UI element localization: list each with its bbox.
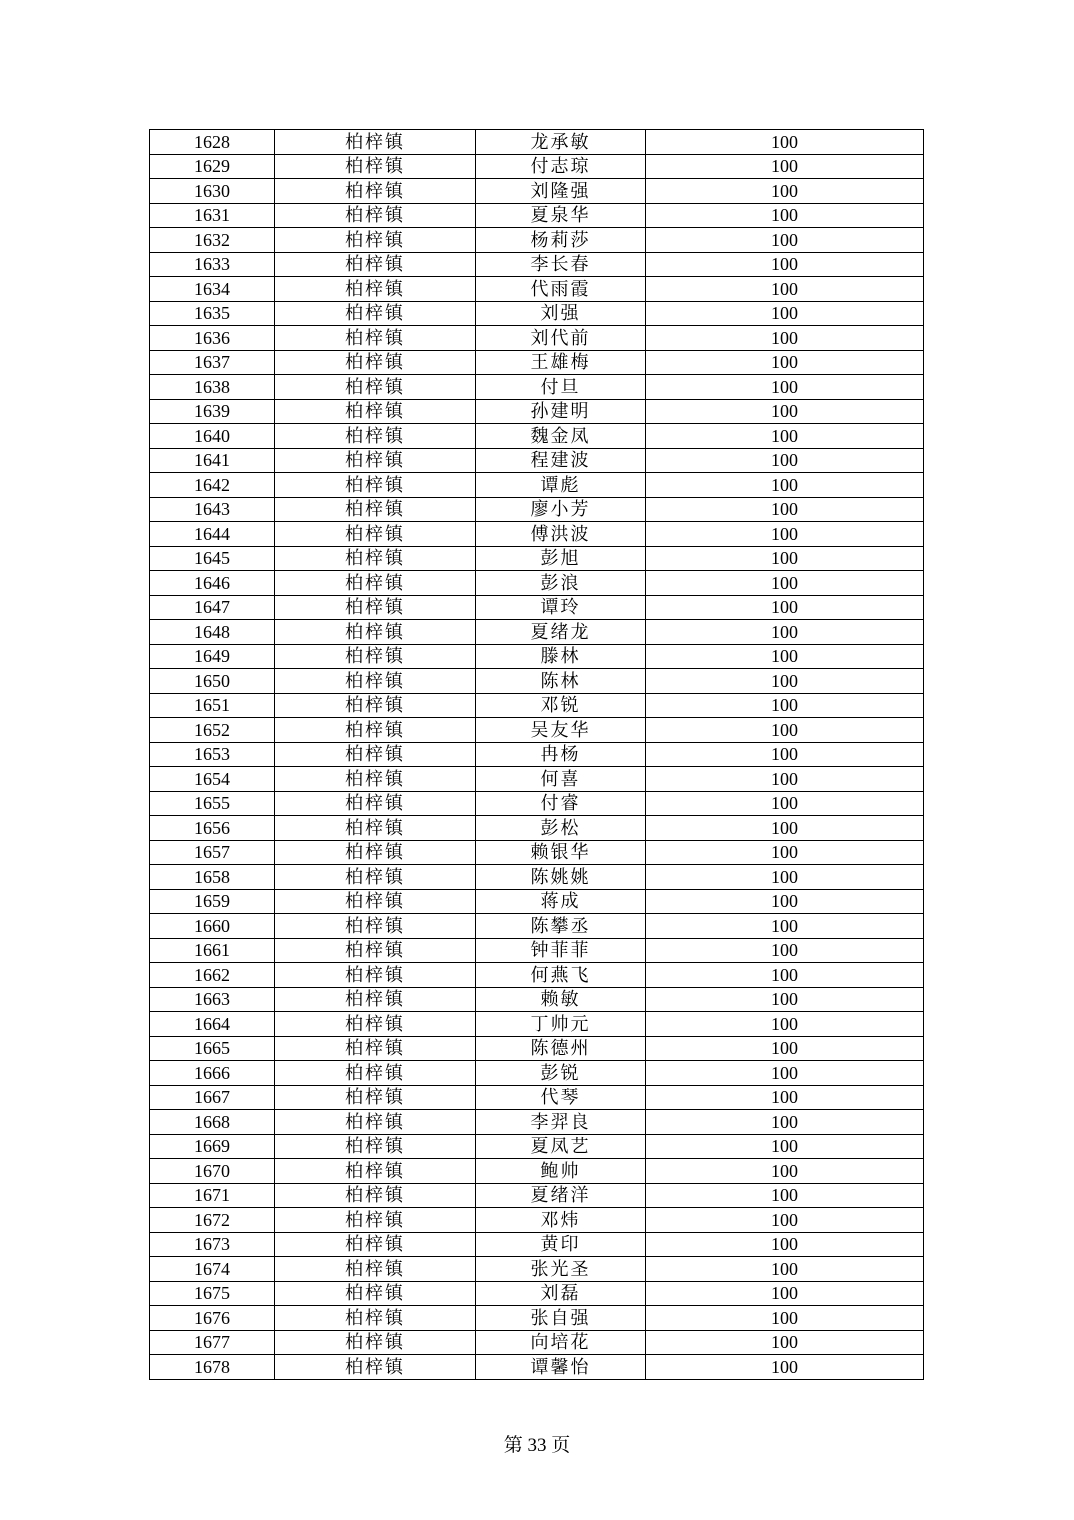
amount-cell: 100: [646, 448, 924, 473]
table-row: [150, 987, 924, 1012]
table-row: [150, 1012, 924, 1037]
serial-number-cell: 1666: [150, 1061, 275, 1086]
serial-number-cell: 1630: [150, 179, 275, 204]
person-name-cell: 邓锐: [476, 693, 646, 718]
town-cell: 柏梓镇: [275, 938, 476, 963]
amount-cell: 100: [646, 938, 924, 963]
person-name-cell: 谭彪: [476, 473, 646, 498]
amount-cell: 100: [646, 595, 924, 620]
person-name-cell: 邓炜: [476, 1208, 646, 1233]
person-name-cell: 夏泉华: [476, 203, 646, 228]
town-cell: 柏梓镇: [275, 1110, 476, 1135]
amount-cell: 100: [646, 497, 924, 522]
person-name-cell: 鲍帅: [476, 1159, 646, 1184]
table-row: [150, 154, 924, 179]
person-name-cell: 钟菲菲: [476, 938, 646, 963]
amount-cell: 100: [646, 791, 924, 816]
amount-cell: 100: [646, 620, 924, 645]
town-cell: 柏梓镇: [275, 1306, 476, 1331]
amount-cell: 100: [646, 546, 924, 571]
town-cell: 柏梓镇: [275, 1330, 476, 1355]
table-row: [150, 277, 924, 302]
town-cell: 柏梓镇: [275, 865, 476, 890]
amount-cell: 100: [646, 840, 924, 865]
town-cell: 柏梓镇: [275, 1281, 476, 1306]
amount-cell: 100: [646, 154, 924, 179]
table-row: [150, 326, 924, 351]
serial-number-cell: 1667: [150, 1085, 275, 1110]
serial-number-cell: 1664: [150, 1012, 275, 1037]
town-cell: 柏梓镇: [275, 473, 476, 498]
table-row: [150, 350, 924, 375]
table-row: [150, 301, 924, 326]
amount-cell: 100: [646, 424, 924, 449]
town-cell: 柏梓镇: [275, 644, 476, 669]
person-name-cell: 谭馨怡: [476, 1355, 646, 1380]
amount-cell: 100: [646, 473, 924, 498]
amount-cell: 100: [646, 1330, 924, 1355]
person-name-cell: 陈攀丞: [476, 914, 646, 939]
person-name-cell: 何喜: [476, 767, 646, 792]
person-name-cell: 程建波: [476, 448, 646, 473]
person-name-cell: 刘强: [476, 301, 646, 326]
town-cell: 柏梓镇: [275, 228, 476, 253]
table-row: [150, 1355, 924, 1380]
amount-cell: 100: [646, 252, 924, 277]
person-name-cell: 魏金凤: [476, 424, 646, 449]
town-cell: 柏梓镇: [275, 767, 476, 792]
amount-cell: 100: [646, 399, 924, 424]
serial-number-cell: 1651: [150, 693, 275, 718]
person-name-cell: 张光圣: [476, 1257, 646, 1282]
serial-number-cell: 1665: [150, 1036, 275, 1061]
table-row: [150, 767, 924, 792]
person-name-cell: 代雨霞: [476, 277, 646, 302]
person-name-cell: 冉杨: [476, 742, 646, 767]
person-name-cell: 陈林: [476, 669, 646, 694]
serial-number-cell: 1638: [150, 375, 275, 400]
serial-number-cell: 1676: [150, 1306, 275, 1331]
serial-number-cell: 1648: [150, 620, 275, 645]
amount-cell: 100: [646, 301, 924, 326]
serial-number-cell: 1678: [150, 1355, 275, 1380]
amount-cell: 100: [646, 1306, 924, 1331]
serial-number-cell: 1637: [150, 350, 275, 375]
town-cell: 柏梓镇: [275, 1085, 476, 1110]
serial-number-cell: 1649: [150, 644, 275, 669]
serial-number-cell: 1634: [150, 277, 275, 302]
town-cell: 柏梓镇: [275, 987, 476, 1012]
person-name-cell: 吴友华: [476, 718, 646, 743]
table-row: [150, 718, 924, 743]
table-row: [150, 203, 924, 228]
person-name-cell: 傅洪波: [476, 522, 646, 547]
amount-cell: 100: [646, 767, 924, 792]
table-row: [150, 889, 924, 914]
page-number: 第 33 页: [503, 1435, 571, 1456]
serial-number-cell: 1658: [150, 865, 275, 890]
town-cell: 柏梓镇: [275, 718, 476, 743]
town-cell: 柏梓镇: [275, 914, 476, 939]
town-cell: 柏梓镇: [275, 1159, 476, 1184]
town-cell: 柏梓镇: [275, 571, 476, 596]
serial-number-cell: 1670: [150, 1159, 275, 1184]
amount-cell: 100: [646, 277, 924, 302]
person-name-cell: 夏绪洋: [476, 1183, 646, 1208]
amount-cell: 100: [646, 1281, 924, 1306]
serial-number-cell: 1672: [150, 1208, 275, 1233]
town-cell: 柏梓镇: [275, 1232, 476, 1257]
amount-cell: 100: [646, 816, 924, 841]
serial-number-cell: 1641: [150, 448, 275, 473]
table-row: [150, 1330, 924, 1355]
table-row: [150, 1306, 924, 1331]
town-cell: 柏梓镇: [275, 1355, 476, 1380]
table-row: [150, 1110, 924, 1135]
town-cell: 柏梓镇: [275, 693, 476, 718]
amount-cell: 100: [646, 1159, 924, 1184]
town-cell: 柏梓镇: [275, 448, 476, 473]
table-row: [150, 448, 924, 473]
table-row: [150, 1232, 924, 1257]
table-row: [150, 865, 924, 890]
town-cell: 柏梓镇: [275, 1061, 476, 1086]
person-name-cell: 夏绪龙: [476, 620, 646, 645]
town-cell: 柏梓镇: [275, 399, 476, 424]
town-cell: 柏梓镇: [275, 130, 476, 155]
person-name-cell: 刘磊: [476, 1281, 646, 1306]
person-name-cell: 李长春: [476, 252, 646, 277]
serial-number-cell: 1671: [150, 1183, 275, 1208]
table-row: [150, 1036, 924, 1061]
serial-number-cell: 1677: [150, 1330, 275, 1355]
amount-cell: 100: [646, 1232, 924, 1257]
serial-number-cell: 1643: [150, 497, 275, 522]
table-row: [150, 130, 924, 155]
town-cell: 柏梓镇: [275, 791, 476, 816]
person-name-cell: 刘代前: [476, 326, 646, 351]
table-row: [150, 620, 924, 645]
table-row: [150, 840, 924, 865]
serial-number-cell: 1668: [150, 1110, 275, 1135]
amount-cell: 100: [646, 1257, 924, 1282]
amount-cell: 100: [646, 1085, 924, 1110]
table-row: [150, 179, 924, 204]
serial-number-cell: 1653: [150, 742, 275, 767]
town-cell: 柏梓镇: [275, 1183, 476, 1208]
amount-cell: 100: [646, 693, 924, 718]
serial-number-cell: 1629: [150, 154, 275, 179]
table-row: [150, 497, 924, 522]
table-row: [150, 228, 924, 253]
table-row: [150, 644, 924, 669]
town-cell: 柏梓镇: [275, 497, 476, 522]
serial-number-cell: 1628: [150, 130, 275, 155]
serial-number-cell: 1650: [150, 669, 275, 694]
amount-cell: 100: [646, 1183, 924, 1208]
amount-cell: 100: [646, 1012, 924, 1037]
serial-number-cell: 1636: [150, 326, 275, 351]
amount-cell: 100: [646, 669, 924, 694]
town-cell: 柏梓镇: [275, 669, 476, 694]
person-name-cell: 付旦: [476, 375, 646, 400]
amount-cell: 100: [646, 914, 924, 939]
serial-number-cell: 1669: [150, 1134, 275, 1159]
amount-cell: 100: [646, 1061, 924, 1086]
person-name-cell: 何燕飞: [476, 963, 646, 988]
amount-cell: 100: [646, 963, 924, 988]
table-row: [150, 424, 924, 449]
roster-table-body: [150, 130, 924, 1380]
town-cell: 柏梓镇: [275, 1036, 476, 1061]
person-name-cell: 张自强: [476, 1306, 646, 1331]
table-row: [150, 938, 924, 963]
table-row: [150, 571, 924, 596]
person-name-cell: 付志琼: [476, 154, 646, 179]
amount-cell: 100: [646, 326, 924, 351]
amount-cell: 100: [646, 644, 924, 669]
person-name-cell: 赖敏: [476, 987, 646, 1012]
table-row: [150, 399, 924, 424]
table-row: [150, 963, 924, 988]
serial-number-cell: 1633: [150, 252, 275, 277]
serial-number-cell: 1646: [150, 571, 275, 596]
serial-number-cell: 1660: [150, 914, 275, 939]
person-name-cell: 蒋成: [476, 889, 646, 914]
amount-cell: 100: [646, 179, 924, 204]
person-name-cell: 陈姚姚: [476, 865, 646, 890]
person-name-cell: 赖银华: [476, 840, 646, 865]
roster-table: [149, 129, 924, 1380]
serial-number-cell: 1640: [150, 424, 275, 449]
town-cell: 柏梓镇: [275, 963, 476, 988]
town-cell: 柏梓镇: [275, 326, 476, 351]
serial-number-cell: 1656: [150, 816, 275, 841]
serial-number-cell: 1655: [150, 791, 275, 816]
serial-number-cell: 1657: [150, 840, 275, 865]
table-row: [150, 742, 924, 767]
person-name-cell: 黄印: [476, 1232, 646, 1257]
serial-number-cell: 1661: [150, 938, 275, 963]
town-cell: 柏梓镇: [275, 424, 476, 449]
amount-cell: 100: [646, 1134, 924, 1159]
table-row: [150, 791, 924, 816]
serial-number-cell: 1645: [150, 546, 275, 571]
person-name-cell: 陈德州: [476, 1036, 646, 1061]
table-row: [150, 1281, 924, 1306]
amount-cell: 100: [646, 987, 924, 1012]
person-name-cell: 彭浪: [476, 571, 646, 596]
town-cell: 柏梓镇: [275, 375, 476, 400]
town-cell: 柏梓镇: [275, 301, 476, 326]
town-cell: 柏梓镇: [275, 816, 476, 841]
person-name-cell: 彭锐: [476, 1061, 646, 1086]
town-cell: 柏梓镇: [275, 350, 476, 375]
amount-cell: 100: [646, 203, 924, 228]
table-row: [150, 522, 924, 547]
amount-cell: 100: [646, 1355, 924, 1380]
amount-cell: 100: [646, 350, 924, 375]
serial-number-cell: 1639: [150, 399, 275, 424]
serial-number-cell: 1652: [150, 718, 275, 743]
table-row: [150, 1183, 924, 1208]
serial-number-cell: 1642: [150, 473, 275, 498]
town-cell: 柏梓镇: [275, 522, 476, 547]
person-name-cell: 李羿良: [476, 1110, 646, 1135]
table-row: [150, 1134, 924, 1159]
serial-number-cell: 1674: [150, 1257, 275, 1282]
person-name-cell: 刘隆强: [476, 179, 646, 204]
table-row: [150, 1085, 924, 1110]
serial-number-cell: 1675: [150, 1281, 275, 1306]
table-row: [150, 375, 924, 400]
town-cell: 柏梓镇: [275, 546, 476, 571]
person-name-cell: 夏凤艺: [476, 1134, 646, 1159]
table-row: [150, 473, 924, 498]
table-row: [150, 669, 924, 694]
amount-cell: 100: [646, 130, 924, 155]
table-row: [150, 693, 924, 718]
amount-cell: 100: [646, 1110, 924, 1135]
person-name-cell: 龙承敏: [476, 130, 646, 155]
table-row: [150, 595, 924, 620]
amount-cell: 100: [646, 889, 924, 914]
town-cell: 柏梓镇: [275, 1134, 476, 1159]
serial-number-cell: 1663: [150, 987, 275, 1012]
person-name-cell: 彭旭: [476, 546, 646, 571]
serial-number-cell: 1631: [150, 203, 275, 228]
table-row: [150, 914, 924, 939]
person-name-cell: 杨莉莎: [476, 228, 646, 253]
person-name-cell: 廖小芳: [476, 497, 646, 522]
amount-cell: 100: [646, 1036, 924, 1061]
person-name-cell: 付睿: [476, 791, 646, 816]
table-row: [150, 816, 924, 841]
town-cell: 柏梓镇: [275, 203, 476, 228]
town-cell: 柏梓镇: [275, 179, 476, 204]
amount-cell: 100: [646, 742, 924, 767]
serial-number-cell: 1662: [150, 963, 275, 988]
town-cell: 柏梓镇: [275, 1012, 476, 1037]
table-row: [150, 546, 924, 571]
serial-number-cell: 1632: [150, 228, 275, 253]
table-row: [150, 1208, 924, 1233]
person-name-cell: 王雄梅: [476, 350, 646, 375]
serial-number-cell: 1635: [150, 301, 275, 326]
person-name-cell: 向培花: [476, 1330, 646, 1355]
person-name-cell: 谭玲: [476, 595, 646, 620]
person-name-cell: 代琴: [476, 1085, 646, 1110]
amount-cell: 100: [646, 571, 924, 596]
person-name-cell: 丁帅元: [476, 1012, 646, 1037]
amount-cell: 100: [646, 718, 924, 743]
town-cell: 柏梓镇: [275, 742, 476, 767]
town-cell: 柏梓镇: [275, 277, 476, 302]
person-name-cell: 孙建明: [476, 399, 646, 424]
town-cell: 柏梓镇: [275, 840, 476, 865]
town-cell: 柏梓镇: [275, 1208, 476, 1233]
town-cell: 柏梓镇: [275, 620, 476, 645]
amount-cell: 100: [646, 228, 924, 253]
table-row: [150, 252, 924, 277]
amount-cell: 100: [646, 1208, 924, 1233]
town-cell: 柏梓镇: [275, 595, 476, 620]
person-name-cell: 彭松: [476, 816, 646, 841]
table-row: [150, 1257, 924, 1282]
serial-number-cell: 1673: [150, 1232, 275, 1257]
town-cell: 柏梓镇: [275, 252, 476, 277]
town-cell: 柏梓镇: [275, 1257, 476, 1282]
amount-cell: 100: [646, 865, 924, 890]
serial-number-cell: 1644: [150, 522, 275, 547]
serial-number-cell: 1654: [150, 767, 275, 792]
amount-cell: 100: [646, 375, 924, 400]
table-row: [150, 1159, 924, 1184]
town-cell: 柏梓镇: [275, 889, 476, 914]
amount-cell: 100: [646, 522, 924, 547]
person-name-cell: 滕林: [476, 644, 646, 669]
town-cell: 柏梓镇: [275, 154, 476, 179]
serial-number-cell: 1647: [150, 595, 275, 620]
table-row: [150, 1061, 924, 1086]
serial-number-cell: 1659: [150, 889, 275, 914]
